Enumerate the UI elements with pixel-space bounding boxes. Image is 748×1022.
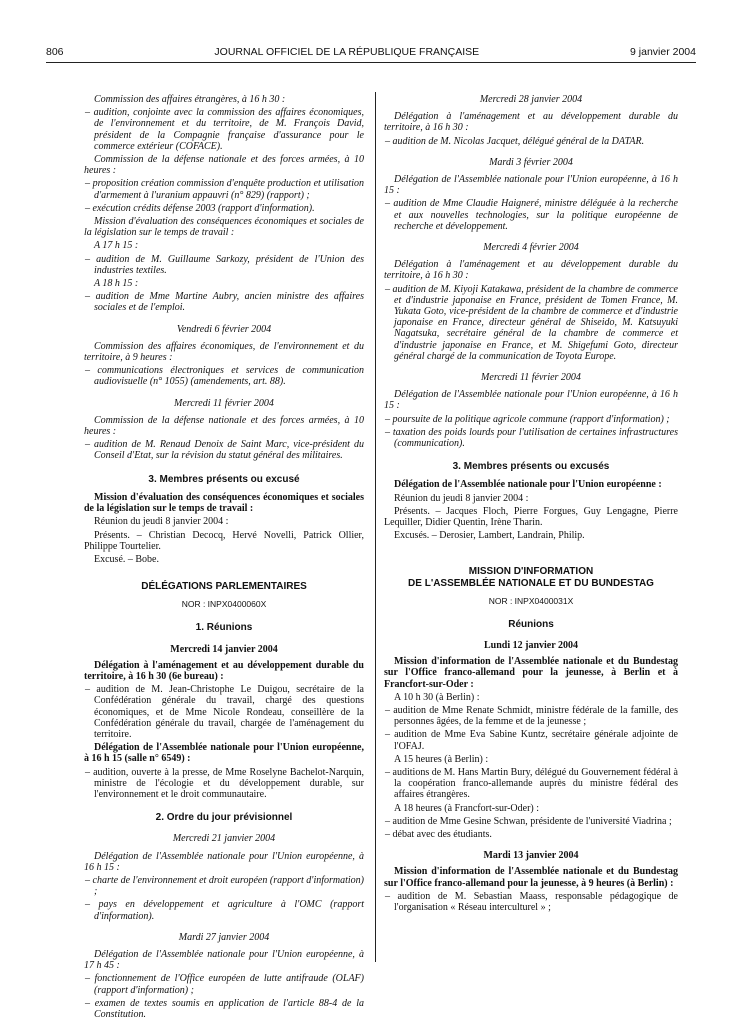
page-number: 806 <box>46 46 64 58</box>
list-item: – débat avec des étudiants. <box>385 828 492 840</box>
list-item: – taxation des poids lourds pour l'utilisation de certaines infrastructures (communication). <box>385 426 678 450</box>
date-heading: Mardi 27 janvier 2004 <box>178 931 270 943</box>
list-item: – audition de M. Renaud Denoix de Saint Marc, vice-président du Conseil d'Etat, sur la révision du statut général des militaires. <box>85 439 364 462</box>
date-heading: Mardi 3 février 2004 <box>489 156 573 168</box>
paragraph: Mission d'information de l'Assemblée nationale et du Bundestag sur l'Office franco-allemand pour la jeunesse, à 9 heures (à Berlin) : <box>384 866 678 889</box>
section-heading: 2. Ordre du jour prévisionnel <box>155 812 293 824</box>
paragraph: Délégation de l'Assemblée nationale pour l'Union européenne : <box>394 479 662 491</box>
paragraph: Réunion du jeudi 8 janvier 2004 : <box>394 492 529 504</box>
left-column <box>84 94 364 1022</box>
time-label: A 18 heures (à Francfort-sur-Oder) : <box>394 802 540 814</box>
paragraph: Délégation de l'Assemblée nationale pour l'Union européenne, à 16 h 15 : <box>384 389 678 412</box>
date-heading: Vendredi 6 février 2004 <box>176 323 272 335</box>
list-item: – audition de M. Guillaume Sarkozy, président de l'Union des industries textiles. <box>85 253 364 276</box>
list-item: – audition de M. Sebastian Maass, responsable pédagogique de l'organisation « Réseau interculturel » ; <box>385 890 678 913</box>
paragraph: Mission d'information de l'Assemblée nationale et du Bundestag sur l'Office franco-allemand pour la jeunesse, à Berlin et à Francfort-sur-Oder : <box>384 656 678 690</box>
list-item: – auditions de M. Hans Martin Bury, délégué du Gouvernement fédéral à la coopération franco-allemande auprès du ministre fédéral des affaires étrangères. <box>385 766 678 801</box>
paragraph: Réunion du jeudi 8 janvier 2004 : <box>94 516 229 528</box>
date-heading: Mercredi 11 février 2004 <box>481 372 581 384</box>
nor-reference: NOR : INPX0400031X <box>488 595 574 606</box>
date-heading: Mercredi 14 janvier 2004 <box>170 643 278 655</box>
time-label: A 10 h 30 (à Berlin) : <box>394 691 480 703</box>
section-heading: 3. Membres présents ou excusé <box>148 473 300 485</box>
list-item: – audition de Mme Eva Sabine Kuntz, secrétaire générale adjointe de l'OFAJ. <box>385 729 678 752</box>
list-item: – audition de Mme Gesine Schwan, présidente de l'université Viadrina ; <box>385 815 672 827</box>
list-item: – audition de Mme Claudie Haigneré, ministre déléguée à la recherche et aux nouvelles technologies, sur la politique européenne de recherche et développement. <box>385 198 678 232</box>
right-column <box>384 94 678 915</box>
list-item: – fonctionnement de l'Office européen de lutte antifraude (OLAF) (rapport d'information) ; <box>85 973 364 996</box>
date-heading: Mercredi 28 janvier 2004 <box>479 94 583 105</box>
paragraph: Mission d'évaluation des conséquences économiques et sociales de la législation sur le temps de travail : <box>84 216 364 239</box>
paragraph: Présents. – Christian Decocq, Hervé Novelli, Patrick Ollier, Philippe Tourtelier. <box>84 529 364 552</box>
paragraph: Excusé. – Bobe. <box>94 553 159 565</box>
section-heading: Réunions <box>508 618 554 630</box>
paragraph: Mission d'évaluation des conséquences économiques et sociales de la législation sur le temps de travail : <box>84 491 364 515</box>
list-item: – audition de Mme Renate Schmidt, ministre fédérale de la famille, des personnes âgées, de la femme et de la jeunesse ; <box>385 704 678 728</box>
page-header <box>46 44 696 60</box>
paragraph: Délégation de l'Assemblée nationale pour l'Union européenne, à 16 h 15 : <box>384 174 678 197</box>
main-title: DÉLÉGATIONS PARLEMENTAIRES <box>141 581 307 593</box>
paragraph: Excusés. – Derosier, Lambert, Landrain, Philip. <box>394 530 585 542</box>
list-item: – proposition création commission d'enquête production et utilisation d'armement à l'uranium appauvri (n° 829) (rapport) ; <box>85 178 364 201</box>
paragraph: Présents. – Jacques Floch, Pierre Forgues, Guy Lengagne, Pierre Lequiller, Didier Quentin, Irène Tharin. <box>384 505 678 529</box>
date-heading: Mercredi 11 février 2004 <box>174 397 274 409</box>
paragraph: Délégation de l'Assemblée nationale pour l'Union européenne, à 16 h 15 (salle n° 6549) : <box>84 742 364 765</box>
time-label: A 18 h 15 : <box>94 278 139 290</box>
list-item: – charte de l'environnement et droit européen (rapport d'information) ; <box>85 874 364 898</box>
paragraph: Délégation à l'aménagement et au développement durable du territoire, à 16 h 30 : <box>384 111 678 134</box>
date-heading: Mercredi 21 janvier 2004 <box>172 833 276 845</box>
paragraph: Commission de la défense nationale et des forces armées, à 10 heures : <box>84 414 364 438</box>
paragraph: Commission des affaires économiques, de l'environnement et du territoire, à 9 heures : <box>84 340 364 364</box>
list-item: – audition de Mme Martine Aubry, ancien ministre des affaires sociales et de l'emploi. <box>85 291 364 314</box>
date-heading: Lundi 12 janvier 2004 <box>484 639 578 651</box>
list-item: – audition, ouverte à la presse, de Mme Roselyne Bachelot-Narquin, ministre de l'écologie et du développement durable, sur l'environnement et le droit communautaire. <box>85 766 364 800</box>
paragraph: Délégation à l'aménagement et au développement durable du territoire, à 16 h 30 (6e bureau) : <box>84 659 364 682</box>
list-item: – audition, conjointe avec la commission des affaires économiques, de l'environnement et du territoire, de M. François David, président de la Compagnie française d'assurance pour le commerce extérieur (COFACE). <box>85 107 364 152</box>
header-rule <box>46 62 696 63</box>
list-item: – exécution crédits défense 2003 (rapport d'information). <box>85 202 315 214</box>
journal-title: JOURNAL OFFICIEL DE LA RÉPUBLIQUE FRANÇAISE <box>214 46 480 58</box>
list-item: – examen de textes soumis en application de l'article 88-4 de la Constitution. <box>85 997 364 1020</box>
column-divider <box>375 92 376 962</box>
time-label: A 17 h 15 : <box>94 240 139 252</box>
date-heading: Mercredi 4 février 2004 <box>483 242 579 254</box>
list-item: – audition de M. Jean-Christophe Le Duigou, secrétaire de la Confédération générale du travail, chargé des questions économiques, et de Mme Nicole Rondeau, conseillère de la Confédération générale du travail, chargée de l'aménagement du territoire. <box>85 684 364 740</box>
paragraph: Délégation à l'aménagement et au développement durable du territoire, à 16 h 30 : <box>384 259 678 282</box>
date-heading: Mardi 13 janvier 2004 <box>483 850 579 862</box>
list-item: – poursuite de la politique agricole commune (rapport d'information) ; <box>385 413 670 425</box>
time-label: A 15 heures (à Berlin) : <box>394 753 489 765</box>
main-subtitle: DE L'ASSEMBLÉE NATIONALE ET DU BUNDESTAG <box>408 577 654 589</box>
issue-date: 9 janvier 2004 <box>630 46 696 58</box>
section-heading: 1. Réunions <box>195 622 253 634</box>
paragraph: Délégation de l'Assemblée nationale pour l'Union européenne, à 17 h 45 : <box>84 948 364 972</box>
list-item: – audition de M. Nicolas Jacquet, délégué général de la DATAR. <box>385 135 645 147</box>
list-item: – audition de M. Kiyoji Katakawa, président de la chambre de commerce et d'industrie japonaise en France, président de Tomen France, M. Yukata Goto, vice-président de la chambre de commerce et d'industrie japonaise en France, directeur général de Shiseido, M. Katsuyuki Nagatsuka, secrétaire général de la chambre de commerce et d'industrie japonaise en France, et M. Shigefumi Goto, directeur général chargé de la communication de Toyota Europe. <box>385 283 678 362</box>
main-title: MISSION D'INFORMATION <box>468 565 594 577</box>
list-item: – pays en développement et agriculture à l'OMC (rapport d'information). <box>85 899 364 922</box>
section-heading: 3. Membres présents ou excusés <box>452 461 610 473</box>
paragraph: Commission de la défense nationale et des forces armées, à 10 heures : <box>84 154 364 177</box>
paragraph: Commission des affaires étrangères, à 16 h 30 : <box>94 94 286 105</box>
list-item: – communications électroniques et services de communication audiovisuelle (n° 1055) (amendements, art. 88). <box>85 365 364 388</box>
paragraph: Délégation de l'Assemblée nationale pour l'Union européenne, à 16 h 15 : <box>84 850 364 873</box>
nor-reference: NOR : INPX0400060X <box>181 599 267 610</box>
